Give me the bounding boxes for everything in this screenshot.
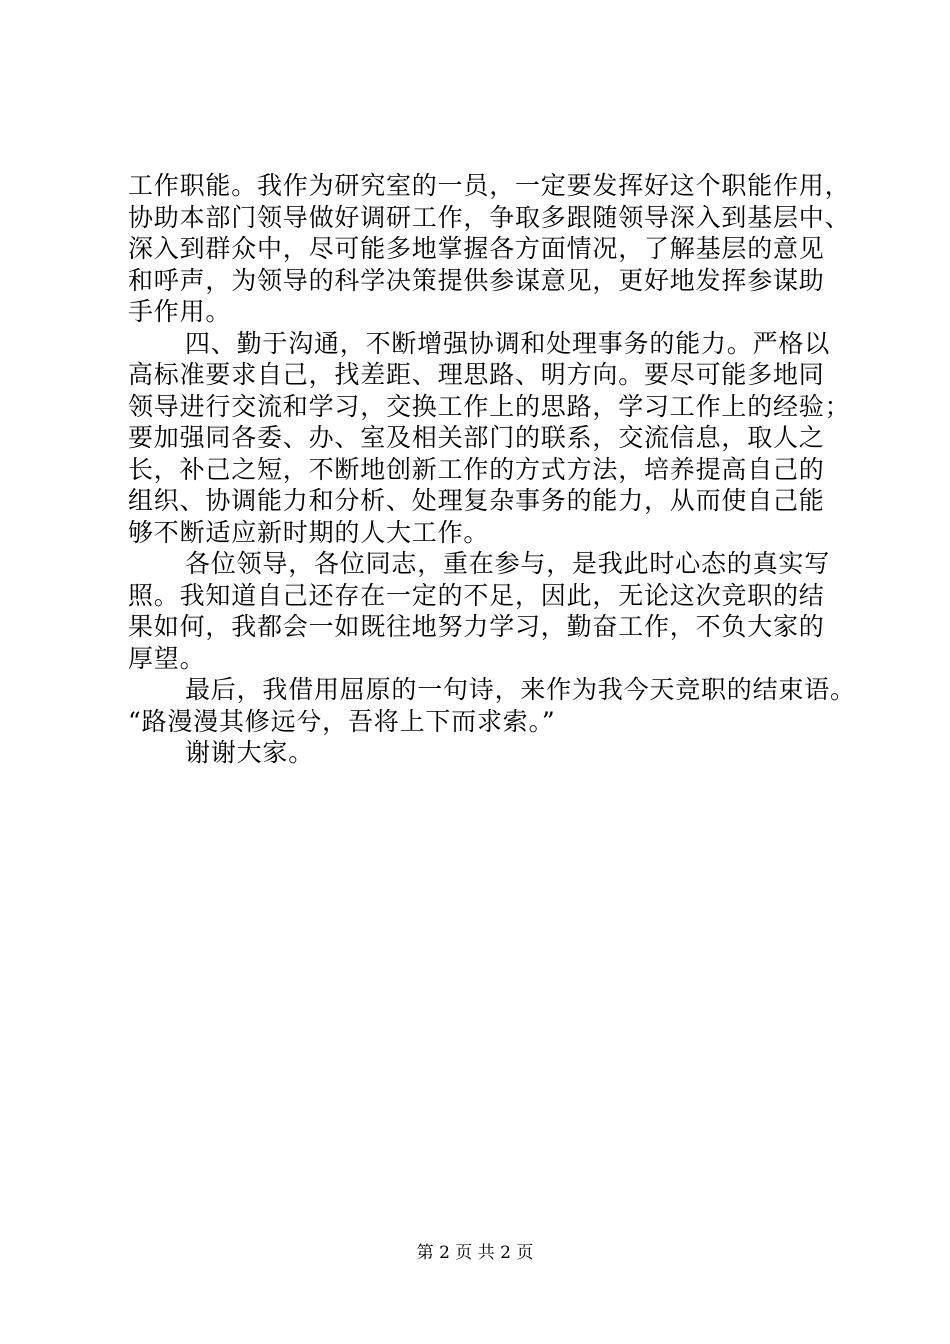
text-line: 长，补己之短，不断地创新工作的方式方法，培养提高自己的 bbox=[128, 454, 825, 484]
text-line: 果如何，我都会一如既往地努力学习，勤奋工作，不负大家的 bbox=[128, 612, 825, 641]
paragraph bbox=[128, 170, 868, 328]
paragraph bbox=[128, 548, 868, 674]
paragraph bbox=[128, 674, 868, 737]
text-line: 各位领导，各位同志，重在参与，是我此时心态的真实写 bbox=[185, 549, 831, 578]
text-line: 手作用。 bbox=[128, 297, 232, 326]
text-line: 要加强同各委、办、室及相关部门的联系，交流信息，取人之 bbox=[128, 423, 825, 452]
text-line: 厚望。 bbox=[128, 643, 206, 673]
text-line: 组织、协调能力和分析、处理复杂事务的能力，从而使自己能 bbox=[128, 486, 825, 515]
document-body bbox=[128, 170, 868, 769]
text-line: 谢谢大家。 bbox=[185, 738, 315, 767]
text-line: “路漫漫其修远兮，吾将上下而求索。” bbox=[128, 706, 556, 736]
paragraph bbox=[128, 328, 868, 549]
text-line: 照。我知道自己还存在一定的不足，因此，无论这次竞职的结 bbox=[128, 580, 825, 610]
paragraph bbox=[128, 737, 868, 769]
text-line: 够不断适应新时期的人大工作。 bbox=[128, 517, 490, 547]
text-line: 协助本部门领导做好调研工作，争取多跟随领导深入到基层中、 bbox=[128, 202, 851, 232]
text-line: 高标准要求自己，找差距、理思路、明方向。要尽可能多地同 bbox=[128, 360, 825, 389]
page-number-footer: 第 2 页 共 2 页 bbox=[416, 1243, 534, 1263]
text-line: 深入到群众中，尽可能多地掌握各方面情况，了解基层的意见 bbox=[128, 234, 825, 263]
text-line: 和呼声，为领导的科学决策提供参谋意见，更好地发挥参谋助 bbox=[128, 265, 825, 295]
text-line: 最后，我借用屈原的一句诗，来作为我今天竞职的结束语。 bbox=[185, 675, 856, 704]
text-line: 工作职能。我作为研究室的一员，一定要发挥好这个职能作用， bbox=[128, 171, 851, 200]
text-line: 四、勤于沟通，不断增强协调和处理事务的能力。严格以 bbox=[185, 328, 831, 358]
text-line: 领导进行交流和学习，交换工作上的思路，学习工作上的经验； bbox=[128, 391, 851, 421]
